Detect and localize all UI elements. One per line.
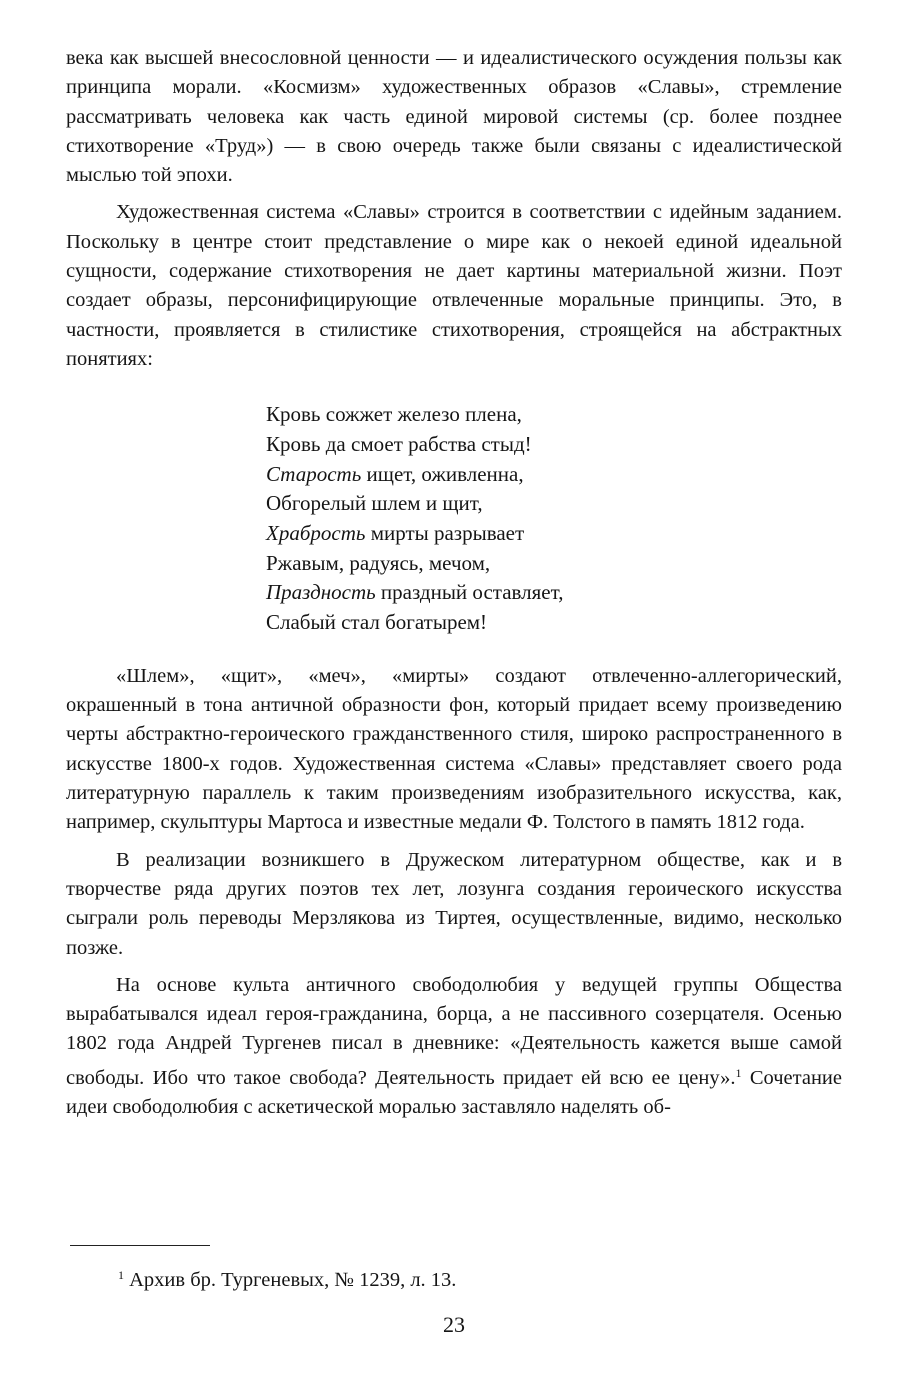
footnote-marker: 1 (118, 1268, 124, 1282)
paragraph-5 (66, 971, 842, 1122)
paragraph-1: века как высшей внесословной ценности — и идеалистического осуждения пользы как принципа морали. «Космизм» художественных образов «Славы», стремление рассматривать человека как часть единой мировой системы (ср. более позднее стихотворение «Труд») — в свою очередь также были связаны с идеалистической мыслью той эпохи. (66, 47, 842, 187)
verse-line-8: Слабый стал богатырем! (266, 610, 488, 635)
verse-line-6: Ржавым, радуясь, мечом, (266, 550, 491, 575)
footnote-reference: 1 (735, 1065, 742, 1080)
page-body (66, 44, 842, 1122)
paragraph-2: Художественная система «Славы» строится в соответствии с идейным заданием. Поскольку в центре стоит представление о мире как о некоей единой идеальной сущности, содержание стихотворения не дает картины материальной жизни. Поэт создает образы, персонифицирующие отвлеченные моральные принципы. Это, в частности, проявляется в стилистике стихотворения, строящейся на абстрактных понятиях: (66, 201, 842, 370)
verse-line-5 (266, 519, 842, 549)
paragraph-4: В реализации возникшего в Дружеском литературном обществе, как и в творчестве ряда других поэтов тех лет, лозунга создания героического искусства сыграли роль переводы Мерзлякова из Тиртея, осуществленные, видимо, несколько позже. (66, 848, 842, 959)
verse-emphasis-starost: Старость (266, 461, 362, 486)
verse-emphasis-prazdnost: Праздность (266, 580, 376, 605)
verse-line-2: Кровь да смоет рабства стыд! (266, 431, 532, 456)
footnote (118, 1268, 456, 1292)
verse-emphasis-khrabrost: Храбрость (266, 521, 366, 546)
verse-line-5-rest: мирты разрывает (365, 521, 525, 546)
paragraph-5-text: На основе культа античного свободолюбия у ведущей группы Общества вырабатывался идеал героя-гражданина, борца, а не пассивного созерцателя. Осенью 1802 года Андрей Тургенев писал в дневнике: «Деятельность кажется выше самой свободы. Ибо что такое свобода? Деятельность придает ей всю ее цену». (66, 973, 842, 1089)
verse-line-7 (266, 578, 842, 608)
page-number: 23 (443, 1312, 465, 1337)
poem-quotation (266, 400, 842, 638)
verse-line-4: Обгорелый шлем и щит, (266, 491, 483, 516)
paragraph-5-tail: Сочетание идеи свободолюбия с аскетической моралью заставляло наделять об- (66, 1066, 842, 1119)
footnote-divider (70, 1245, 210, 1246)
verse-line-3 (266, 460, 842, 490)
verse-line-7-rest: праздный оставляет, (375, 580, 564, 605)
verse-line-1: Кровь сожжет железо плена, (266, 402, 522, 427)
paragraph-3: «Шлем», «щит», «меч», «мирты» создают отвлеченно-аллегорический, окрашенный в тона античной образности фон, который придает всему произведению черты абстрактно-героического гражданственного стиля, широко распространенного в искусстве 1800-х годов. Художественная система «Славы» представляет своего рода литературную параллель к таким произведениям изобразительного искусства, как, например, скульптуры Мартоса и известные медали Ф. Толстого в память 1812 года. (66, 664, 842, 834)
footnote-text: Архив бр. Тургеневых, № 1239, л. 13. (124, 1269, 457, 1291)
verse-line-3-rest: ищет, оживленна, (361, 461, 524, 486)
